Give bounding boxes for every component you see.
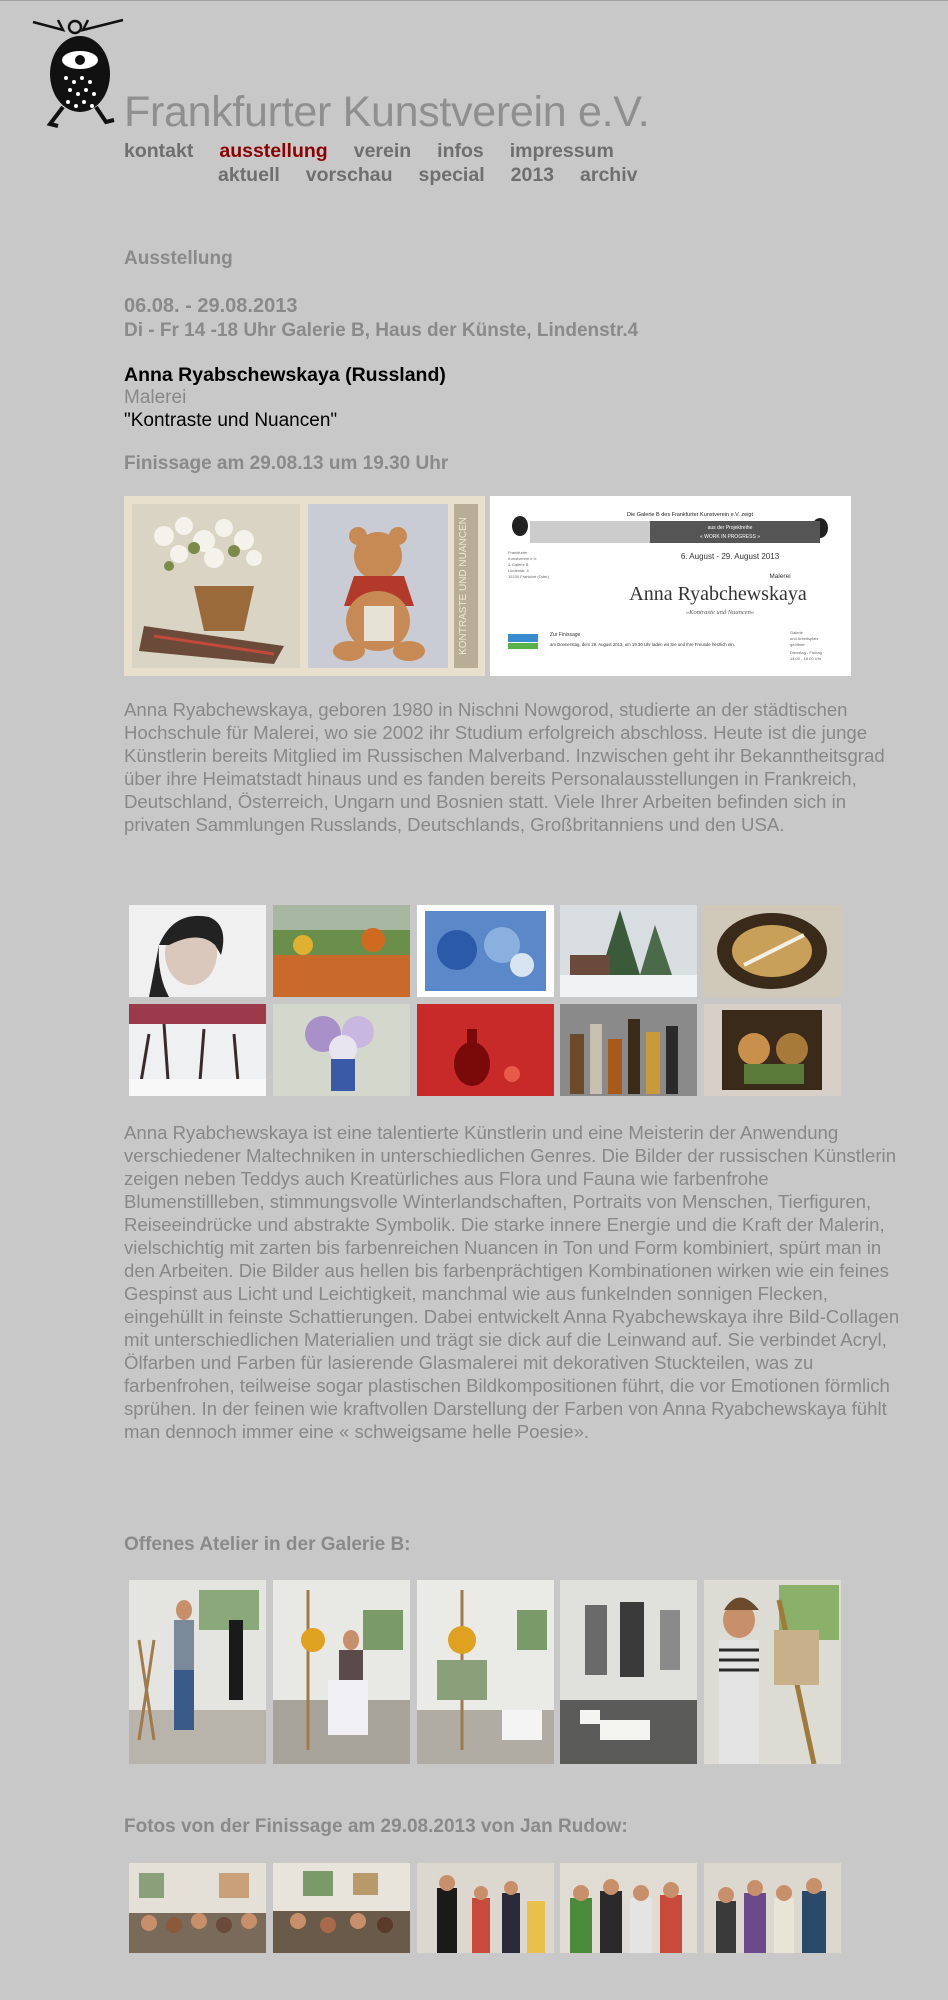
exhibition-poster [124,496,485,676]
finissage-photo-5[interactable] [704,1863,841,1953]
finissage-photo-3[interactable] [417,1863,554,1953]
nav-2013[interactable]: 2013 [510,164,555,186]
svg-text:Dienstag - Freitag: Dienstag - Freitag [790,650,822,655]
poster-side-text: KONTRASTE UND NUANCEN [458,517,469,655]
svg-text:Galerie: Galerie [790,630,803,635]
top-border [0,0,948,1]
atelier-photo-1[interactable] [129,1580,266,1764]
gallery-red-still-life-thumbnail[interactable] [417,1004,554,1096]
invitation-card [490,496,851,676]
finissage-photos-heading: Fotos von der Finissage am 29.08.2013 von Jan Rudow: [124,1816,628,1837]
gallery-lilac-thumbnail[interactable] [273,1004,410,1096]
artist-bio: Anna Ryabchewskaya, geboren 1980 in Nischni Nowgorod, studierte an der städtischen Hochschule für Malerei, wo sie 2002 ihr Studium erfolgreich abschloss. Heute ist die junge Künstlerin bereits Mitglied im Russischen Malverband. Inzwischen geht ihr Bekanntheitsgrad über ihre Heimatstadt hinaus und es fanden bereits Personalausstellungen in Frankreich, Deutschland, Österreich, Ungarn und Bosnien statt. Viele Ihrer Arbeiten befinden sich in privaten Sammlungen Russlands, Deutschlands, Großbritanniens und den USA. [124,699,885,835]
section-label: Ausstellung [124,248,233,269]
svg-text:« WORK IN PROGRESS »: « WORK IN PROGRESS » [699,534,761,540]
finissage-photo-1[interactable] [129,1863,266,1953]
invitation-logo-icon [512,516,528,536]
medium: Malerei [124,387,187,408]
svg-text:Zur Finissage: Zur Finissage [550,632,581,638]
gallery-blue-abstract-thumbnail[interactable] [417,905,554,997]
svg-text:Lindenstr. 4: Lindenstr. 4 [508,568,529,573]
gallery-teddy-bears-thumbnail[interactable] [704,1004,841,1096]
exhibition-dates: 06.08. - 29.08.2013 [124,295,298,317]
svg-text:14.00 - 18.00 Uhr: 14.00 - 18.00 Uhr [790,656,822,661]
opening-hours: Di - Fr 14 -18 Uhr Galerie B, Haus der Künste, Lindenstr.4 [124,320,639,341]
finissage-note: Finissage am 29.08.13 um 19.30 Uhr [124,453,449,474]
nav-vorschau[interactable]: vorschau [305,164,393,186]
artist-name: Anna Ryabschewskaya (Russland) [124,364,446,386]
gallery-abstract-circle-thumbnail[interactable] [704,905,841,997]
nav-aktuell[interactable]: aktuell [218,164,280,186]
gallery-winter-village-thumbnail[interactable] [560,905,697,997]
svg-text:Kunstverein e.V.: Kunstverein e.V. [508,556,537,561]
secondary-nav [218,164,663,187]
site-title: Frankfurter Kunstverein e.V. [124,88,650,136]
finissage-photo-4[interactable] [560,1863,697,1953]
svg-text:6. August - 29. August 2013: 6. August - 29. August 2013 [680,552,780,561]
atelier-heading: Offenes Atelier in der Galerie B: [124,1534,411,1555]
exhibition-title: "Kontraste und Nuancen" [124,410,338,431]
atelier-photo-2[interactable] [273,1580,410,1764]
nav-ausstellung[interactable]: ausstellung [219,140,328,162]
svg-text:aus der Projektreihe: aus der Projektreihe [707,525,753,531]
svg-text:Malerei: Malerei [769,573,791,580]
svg-text:»Kontraste und Nuancen«: »Kontraste und Nuancen« [685,609,755,616]
svg-text:& Galerie B: & Galerie B [508,562,529,567]
gallery-bottles-thumbnail[interactable] [560,1004,697,1096]
primary-nav [124,140,640,163]
exhibition-description: Anna Ryabchewskaya ist eine talentierte Künstlerin und eine Meisterin der Anwendung verschiedener Maltechniken in unterschiedlichen Genres. Die Bilder der russischen Künstlerin zeigen neben Teddys auch Kreatürliches aus Flora und Fauna wie farbenfrohe Blumenstillleben, stimmungsvolle Winterlandschaften, Portraits von Menschen, Tierfiguren, Reiseeindrücke und abstrakte Symbolik. Die starke innere Energie und die Kraft der Malerin, vielschichtig mit zarten bis farbenreichen Nuancen in Ton und Form kombiniert, spürt man in den Arbeiten. Die Bilder aus hellen bis farbenprächtigen Kombinationen wirken wie ein feines Gespinst aus Licht und Leichtigkeit, manchmal wie aus funkelnden sonnigen Flecken, eingehüllt in feinste Schattierungen. Dabei entwickelt Anna Ryabchewskaya ihre Bild-Collagen mit unterschiedlichen Materialien und trägt sie dick auf die Leinwand auf. Sie verbindet Acryl, Ölfarben und Farben für lasierende Glasmalerei mit dekorativen Stuckteilen, was zu farbenfrohen, teilweise sogar plastischen Bildkompositionen führt, die vor Emotionen förmlich sprühen. In der feinen wie kraftvollen Darstellung der Farben von Anna Ryabchewskaya fühlt man dennoch immer eine « schweigsame helle Poesie». [124,1122,900,1442]
svg-text:geöffnet:: geöffnet: [790,642,806,647]
nav-archiv[interactable]: archiv [580,164,638,186]
nav-special[interactable]: special [418,164,485,186]
gallery-landscape-thumbnail[interactable] [273,905,410,997]
atelier-photo-4[interactable] [560,1580,697,1764]
kunstverein-logo-icon[interactable] [28,12,128,130]
svg-text:Frankfurter: Frankfurter [508,550,528,555]
nav-impressum[interactable]: impressum [509,140,614,162]
finissage-photo-2[interactable] [273,1863,410,1953]
svg-text:15230 Frankfurt (Oder): 15230 Frankfurt (Oder) [508,574,549,579]
nav-verein[interactable]: verein [353,140,412,162]
gallery-winter-trees-thumbnail[interactable] [129,1004,266,1096]
svg-text:und Arbeitsplatz: und Arbeitsplatz [790,636,819,641]
atelier-photo-3[interactable] [417,1580,554,1764]
svg-text:am Donnerstag, dem 29. August: am Donnerstag, dem 29. August 2013, um 19.30 Uhr laden wir Sie und Ihre Freunde herzlich ein. [550,642,735,647]
gallery-portrait-thumbnail[interactable] [129,905,266,997]
nav-kontakt[interactable]: kontakt [124,140,194,162]
nav-infos[interactable]: infos [437,140,484,162]
svg-text:Anna Ryabchewskaya: Anna Ryabchewskaya [629,583,807,605]
atelier-photo-5[interactable] [704,1580,841,1764]
svg-text:Die Galerie B des Frankfurter: Die Galerie B des Frankfurter Kunstverein e.V. zeigt [626,512,754,518]
